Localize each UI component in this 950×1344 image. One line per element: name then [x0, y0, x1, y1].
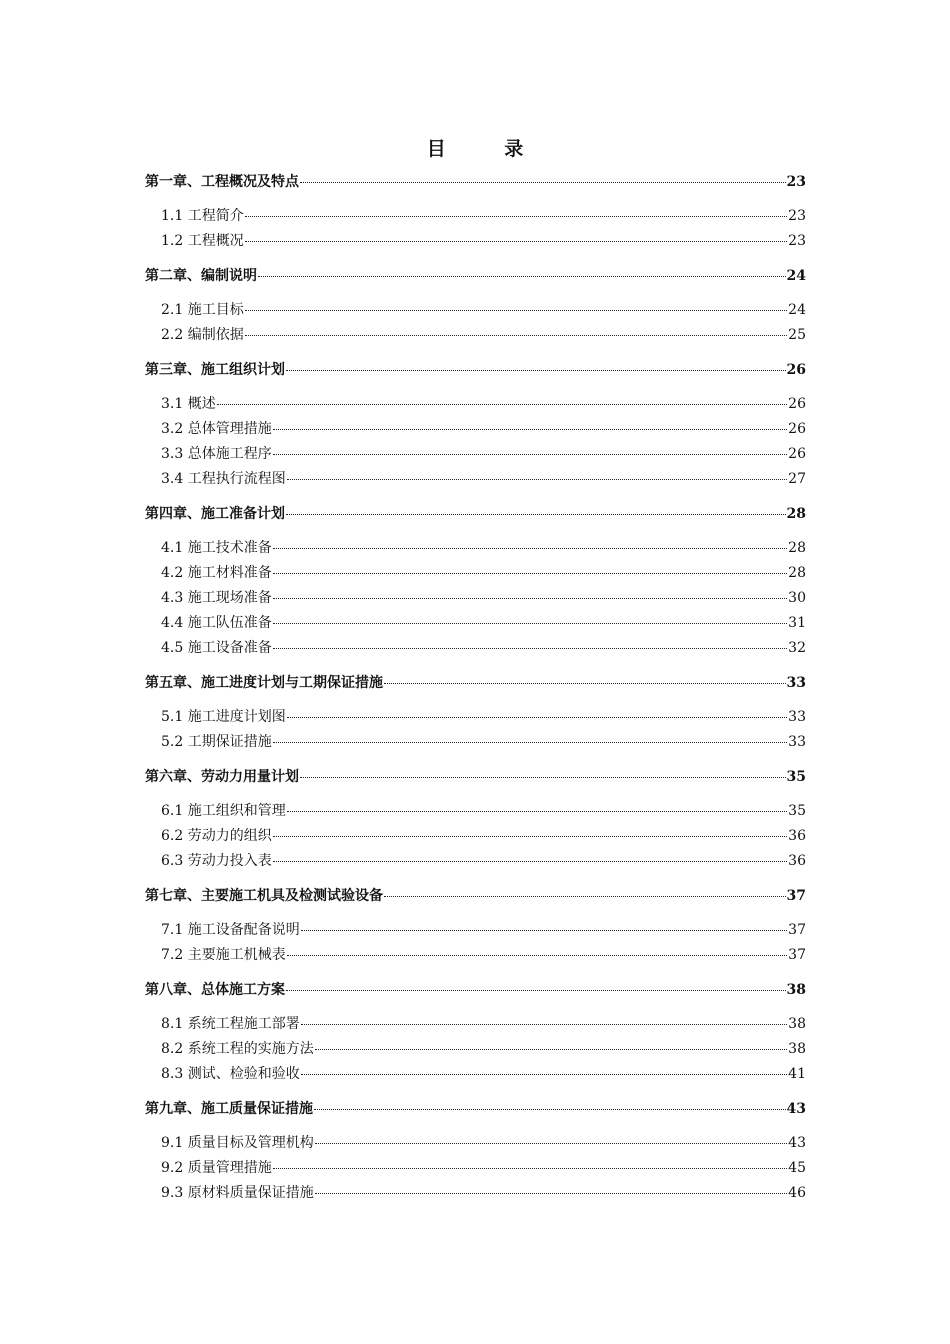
toc-page-number: 28 [788, 540, 806, 556]
toc-section-label: 3.2 总体管理措施 [161, 421, 272, 437]
toc-page-number: 38 [788, 1041, 806, 1057]
toc-section-entry[interactable] [145, 442, 806, 467]
toc-section-entry[interactable] [145, 1181, 806, 1206]
toc-leader-dots [245, 202, 787, 217]
toc-section-entry[interactable] [145, 636, 806, 661]
toc-page-number: 28 [786, 506, 806, 522]
toc-leader-dots [273, 847, 787, 862]
toc-page-number: 35 [786, 769, 806, 785]
toc-section-label: 2.1 施工目标 [161, 302, 244, 318]
toc-chapter-label: 第二章、编制说明 [145, 268, 257, 284]
toc-section-label: 7.1 施工设备配备说明 [161, 922, 300, 938]
toc-section-label: 3.4 工程执行流程图 [161, 471, 286, 487]
toc-page-number: 33 [788, 709, 806, 725]
toc-page-number: 33 [788, 734, 806, 750]
toc-leader-dots [245, 321, 787, 336]
toc-title: 目 录 [426, 138, 550, 160]
toc-section-entry[interactable] [145, 467, 806, 492]
toc-page-number: 28 [788, 565, 806, 581]
toc-section-label: 5.1 施工进度计划图 [161, 709, 286, 725]
toc-chapter-entry[interactable] [145, 264, 806, 288]
toc-page-number: 46 [788, 1185, 806, 1201]
toc-leader-dots [287, 941, 787, 956]
table-of-contents [145, 170, 806, 1206]
toc-section-entry[interactable] [145, 1156, 806, 1181]
toc-page-number: 26 [788, 421, 806, 437]
toc-page-number: 25 [788, 327, 806, 343]
toc-chapter-entry[interactable] [145, 170, 806, 194]
toc-section-label: 7.2 主要施工机械表 [161, 947, 286, 963]
toc-leader-dots [273, 534, 787, 549]
toc-leader-dots [273, 559, 787, 574]
toc-page-number: 32 [788, 640, 806, 656]
toc-chapter-label: 第八章、总体施工方案 [145, 982, 285, 998]
toc-leader-dots [315, 1129, 787, 1144]
toc-leader-dots [273, 822, 787, 837]
toc-section-entry[interactable] [145, 586, 806, 611]
toc-chapter-label: 第六章、劳动力用量计划 [145, 769, 299, 785]
toc-page-number: 27 [788, 471, 806, 487]
toc-leader-dots [258, 262, 786, 277]
toc-page-number: 31 [788, 615, 806, 631]
toc-page-number: 36 [788, 828, 806, 844]
toc-leader-dots [273, 634, 787, 649]
toc-chapter-entry[interactable] [145, 1097, 806, 1121]
toc-section-label: 4.2 施工材料准备 [161, 565, 272, 581]
toc-section-label: 9.1 质量目标及管理机构 [161, 1135, 314, 1151]
toc-page-number: 26 [788, 446, 806, 462]
toc-page-number: 38 [786, 982, 806, 998]
toc-section-entry[interactable] [145, 417, 806, 442]
toc-section-label: 4.3 施工现场准备 [161, 590, 272, 606]
toc-section-entry[interactable] [145, 1037, 806, 1062]
toc-page-number: 37 [788, 922, 806, 938]
toc-chapter-label: 第五章、施工进度计划与工期保证措施 [145, 675, 383, 691]
toc-page-number: 23 [788, 233, 806, 249]
toc-page-number: 33 [786, 675, 806, 691]
toc-leader-dots [245, 227, 787, 242]
toc-page-number: 26 [788, 396, 806, 412]
toc-chapter-label: 第九章、施工质量保证措施 [145, 1101, 313, 1117]
toc-page-number: 43 [786, 1101, 806, 1117]
toc-leader-dots [287, 465, 787, 480]
toc-chapter-label: 第四章、施工准备计划 [145, 506, 285, 522]
toc-leader-dots [301, 916, 787, 931]
toc-section-entry[interactable] [145, 298, 806, 323]
toc-section-label: 4.4 施工队伍准备 [161, 615, 272, 631]
toc-leader-dots [287, 703, 787, 718]
toc-section-entry[interactable] [145, 1131, 806, 1156]
toc-leader-dots [315, 1035, 787, 1050]
toc-section-label: 6.1 施工组织和管理 [161, 803, 286, 819]
toc-section-entry[interactable] [145, 918, 806, 943]
toc-section-label: 2.2 编制依据 [161, 327, 244, 343]
toc-section-label: 8.1 系统工程施工部署 [161, 1016, 300, 1032]
toc-section-entry[interactable] [145, 705, 806, 730]
toc-section-entry[interactable] [145, 1012, 806, 1037]
toc-leader-dots [245, 296, 787, 311]
toc-leader-dots [301, 1010, 787, 1025]
toc-section-entry[interactable] [145, 824, 806, 849]
toc-chapter-entry[interactable] [145, 978, 806, 1002]
toc-leader-dots [273, 415, 787, 430]
toc-section-label: 3.1 概述 [161, 396, 216, 412]
toc-page-number: 41 [788, 1066, 806, 1082]
toc-section-entry[interactable] [145, 799, 806, 824]
toc-chapter-label: 第一章、工程概况及特点 [145, 174, 299, 190]
toc-leader-dots [286, 356, 786, 371]
toc-section-label: 1.2 工程概况 [161, 233, 244, 249]
toc-page-number: 23 [788, 208, 806, 224]
toc-page-number: 45 [788, 1160, 806, 1176]
toc-chapter-entry[interactable] [145, 671, 806, 695]
toc-leader-dots [273, 728, 787, 743]
toc-page-number: 35 [788, 803, 806, 819]
toc-chapter-entry[interactable] [145, 502, 806, 526]
toc-section-entry[interactable] [145, 204, 806, 229]
toc-leader-dots [273, 440, 787, 455]
toc-leader-dots [287, 797, 787, 812]
toc-leader-dots [286, 500, 786, 515]
toc-section-entry[interactable] [145, 229, 806, 254]
toc-chapter-label: 第七章、主要施工机具及检测试验设备 [145, 888, 383, 904]
toc-chapter-entry[interactable] [145, 765, 806, 789]
toc-section-label: 8.2 系统工程的实施方法 [161, 1041, 314, 1057]
toc-section-label: 9.3 原材料质量保证措施 [161, 1185, 314, 1201]
toc-section-entry[interactable] [145, 730, 806, 755]
toc-section-label: 3.3 总体施工程序 [161, 446, 272, 462]
toc-section-label: 6.2 劳动力的组织 [161, 828, 272, 844]
toc-section-entry[interactable] [145, 1062, 806, 1087]
toc-section-entry[interactable] [145, 849, 806, 874]
toc-section-label: 5.2 工期保证措施 [161, 734, 272, 750]
toc-section-label: 1.1 工程简介 [161, 208, 244, 224]
toc-leader-dots [273, 609, 787, 624]
toc-section-entry[interactable] [145, 323, 806, 348]
toc-page-number: 43 [788, 1135, 806, 1151]
toc-section-entry[interactable] [145, 392, 806, 417]
toc-leader-dots [273, 584, 787, 599]
toc-page-number: 24 [786, 268, 806, 284]
toc-leader-dots [300, 763, 786, 778]
toc-leader-dots [315, 1179, 787, 1194]
toc-chapter-label: 第三章、施工组织计划 [145, 362, 285, 378]
toc-page-number: 26 [786, 362, 806, 378]
toc-chapter-entry[interactable] [145, 884, 806, 908]
toc-page-number: 38 [788, 1016, 806, 1032]
toc-leader-dots [273, 1154, 787, 1169]
toc-page-number: 37 [788, 947, 806, 963]
toc-page-number: 23 [786, 174, 806, 190]
toc-leader-dots [217, 390, 787, 405]
toc-section-entry[interactable] [145, 536, 806, 561]
toc-section-label: 4.1 施工技术准备 [161, 540, 272, 556]
toc-section-entry[interactable] [145, 561, 806, 586]
toc-section-label: 9.2 质量管理措施 [161, 1160, 272, 1176]
toc-leader-dots [301, 1060, 787, 1075]
toc-section-label: 6.3 劳动力投入表 [161, 853, 272, 869]
toc-page-number: 24 [788, 302, 806, 318]
toc-leader-dots [384, 669, 786, 684]
toc-section-entry[interactable] [145, 943, 806, 968]
toc-page-number: 37 [786, 888, 806, 904]
toc-leader-dots [314, 1095, 786, 1110]
toc-chapter-entry[interactable] [145, 358, 806, 382]
toc-page-number: 30 [788, 590, 806, 606]
toc-section-label: 4.5 施工设备准备 [161, 640, 272, 656]
toc-section-label: 8.3 测试、检验和验收 [161, 1066, 300, 1082]
toc-leader-dots [300, 168, 786, 183]
toc-leader-dots [286, 976, 786, 991]
toc-page-number: 36 [788, 853, 806, 869]
toc-leader-dots [384, 882, 786, 897]
toc-section-entry[interactable] [145, 611, 806, 636]
